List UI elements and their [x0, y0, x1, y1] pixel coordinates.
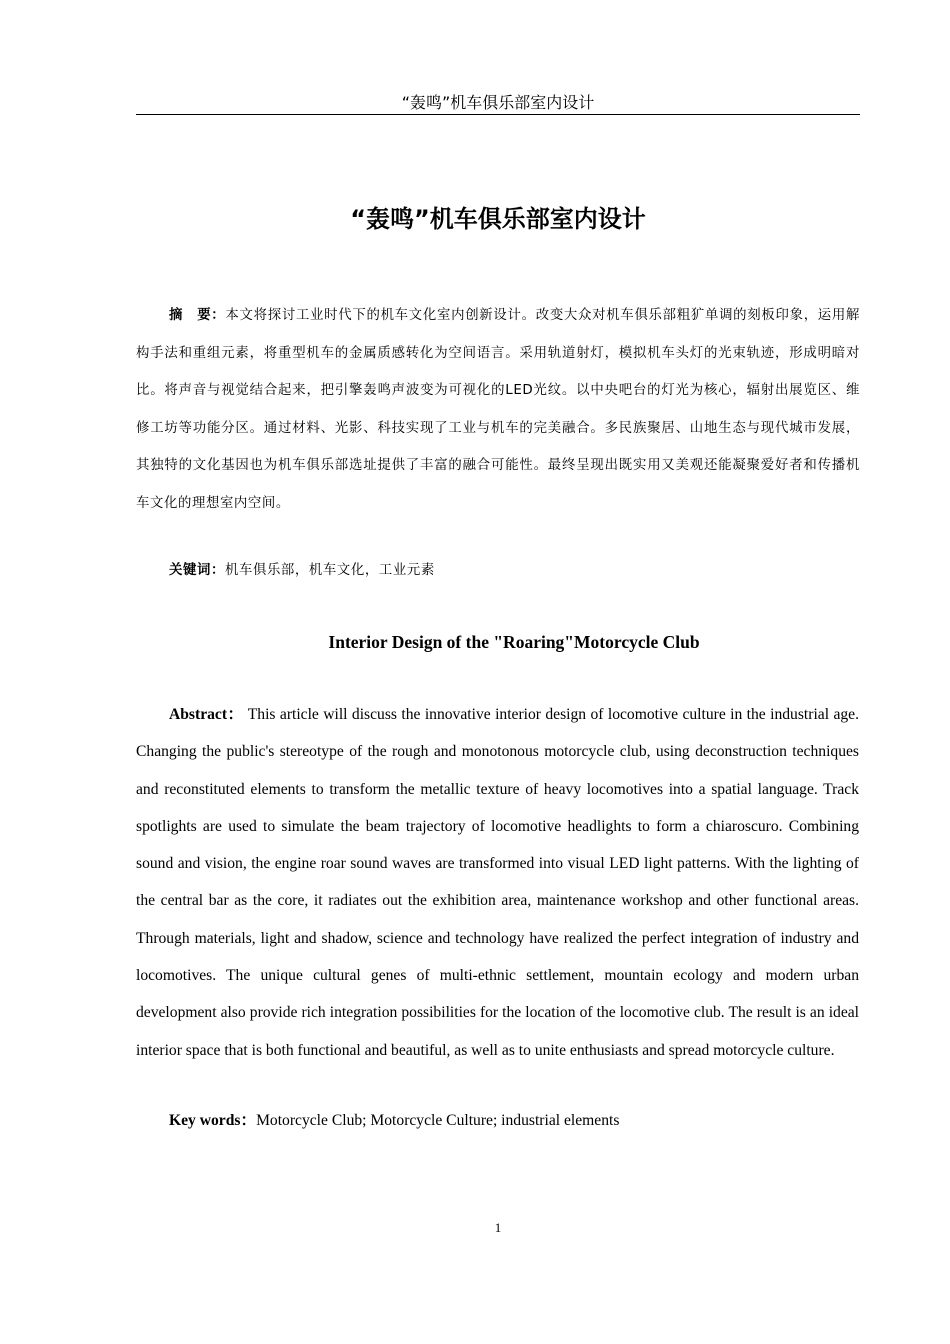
- header-divider: [136, 114, 860, 115]
- chinese-abstract: [136, 297, 860, 522]
- chinese-keywords-text: 机车俱乐部，机车文化，工业元素: [224, 563, 435, 578]
- english-abstract-label: Abstract：: [169, 706, 244, 723]
- running-header: “轰鸣”机车俱乐部室内设计: [401, 93, 595, 112]
- english-keywords-text: Motorcycle Club; Motorcycle Culture; industrial elements: [256, 1112, 620, 1129]
- chinese-abstract-label: 摘 要：: [169, 308, 226, 323]
- chinese-abstract-text: 本文将探讨工业时代下的机车文化室内创新设计。改变大众对机车俱乐部粗犷单调的刻板印象，运用解构手法和重组元素，将重型机车的金属质感转化为空间语言。采用轨道射灯，模拟机车头灯的光束轨迹，形成明暗对比。将声音与视觉结合起来，把引擎轰鸣声波变为可视化的LED光纹。以中央吧台的灯光为核心，辐射出展览区、维修工坊等功能分区。通过材料、光影、科技实现了工业与机车的完美融合。多民族聚居、山地生态与现代城市发展，其独特的文化基因也为机车俱乐部选址提供了丰富的融合可能性。最终呈现出既实用又美观还能凝聚爱好者和传播机车文化的理想室内空间。: [136, 308, 860, 511]
- chinese-keywords-label: 关键词：: [169, 563, 225, 578]
- english-title: Interior Design of the "Roaring"Motorcycle Club: [328, 632, 700, 652]
- english-keywords: [169, 1107, 859, 1135]
- page-number: 1: [494, 1220, 502, 1235]
- english-abstract: [136, 696, 859, 1069]
- chinese-keywords: [169, 557, 859, 585]
- english-abstract-text: This article will discuss the innovative interior design of locomotive culture in the industrial age. Changing the public's stereotype of the rough and monotonous motorcycle club, using deconstruction techniques and reconstituted elements to transform the metallic texture of heavy locomotives into a spatial language. Track spotlights are used to simulate the beam trajectory of locomotive headlights to form a chiaroscuro. Combining sound and vision, the engine roar sound waves are transformed into visual LED light patterns. With the lighting of the central bar as the core, it radiates out the exhibition area, maintenance workshop and other functional areas. Through materials, light and shadow, science and technology have realized the perfect integration of industry and locomotives. The unique cultural genes of multi-ethnic settlement, mountain ecology and modern urban development also provide rich integration possibilities for the location of the locomotive club. The result is an ideal interior space that is both functional and beautiful, as well as to unite enthusiasts and spread motorcycle culture.: [136, 706, 859, 1059]
- english-keywords-label: Key words：: [169, 1112, 257, 1129]
- chinese-title: “轰鸣”机车俱乐部室内设计: [350, 205, 646, 233]
